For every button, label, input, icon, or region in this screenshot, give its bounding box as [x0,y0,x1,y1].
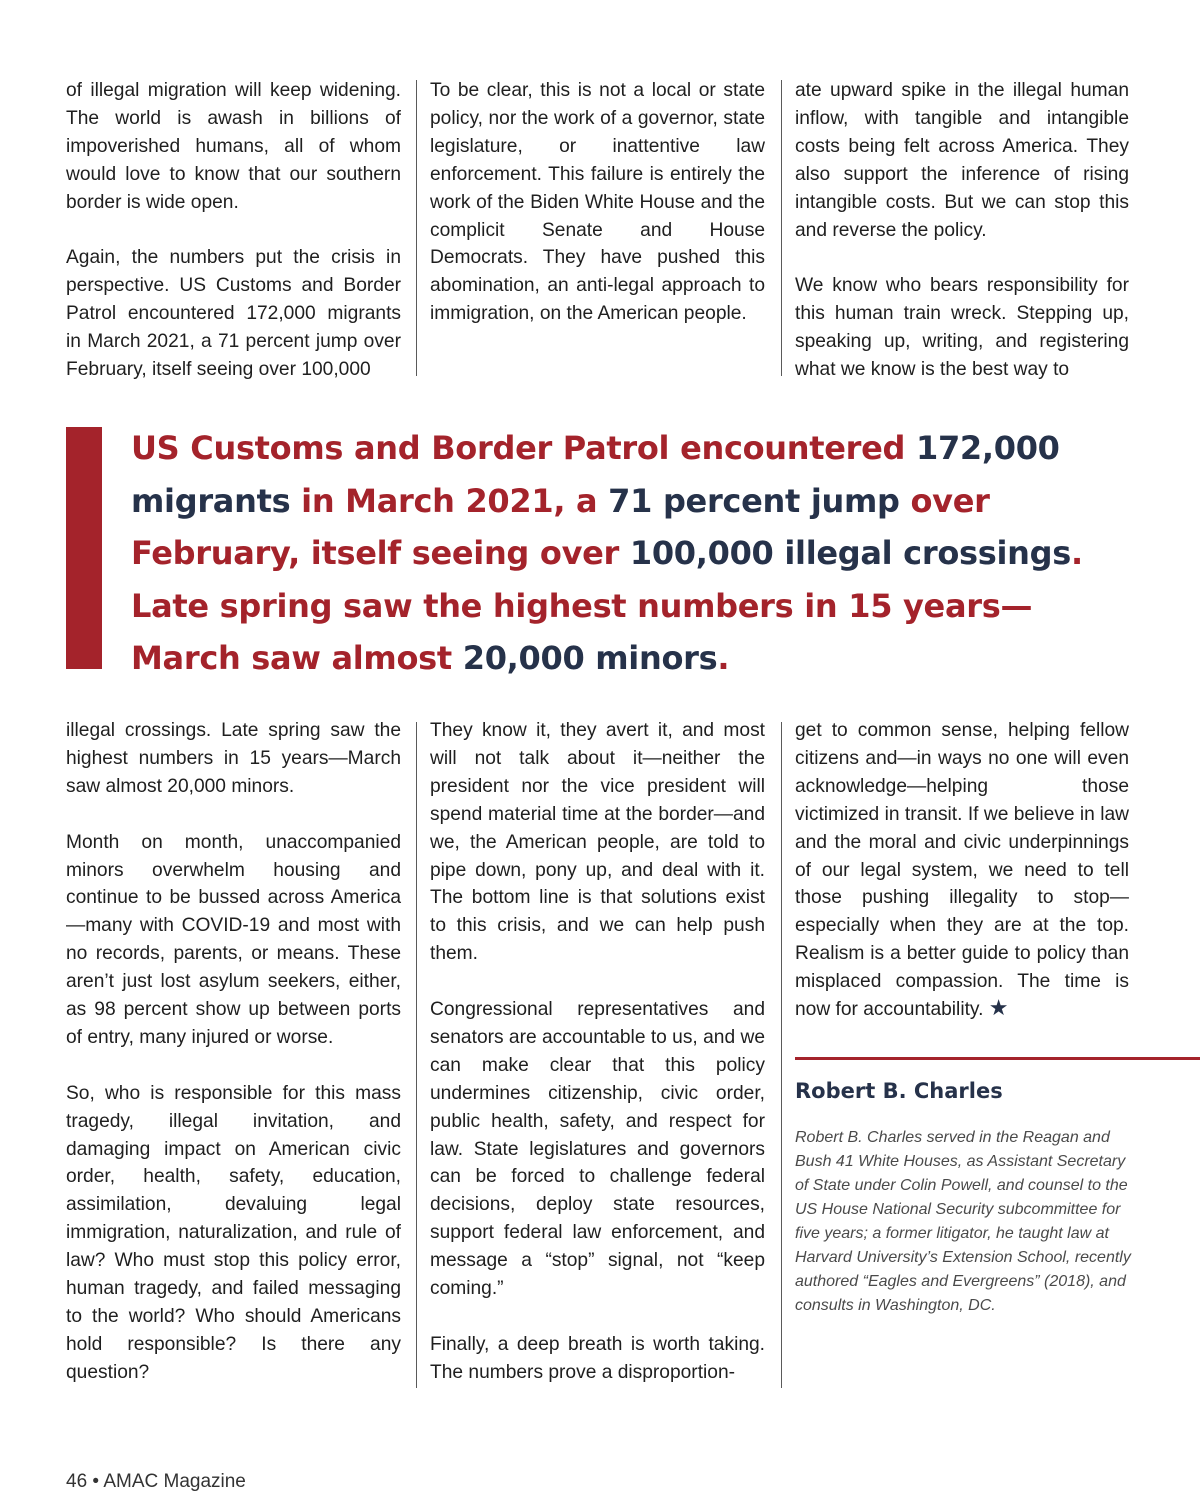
author-bio: Robert B. Charles served in the Reagan and Bush 41 White Houses, as Assistant Secretary of State under Colin Powell, and counsel to the US House National Security subcommittee for five years; a former litigator, he taught law at Harvard University’s Extension School, recently authored “Eagles and Evergreens” (2018), and consults in Washington, DC. [795,1129,1131,1314]
pull-quote-highlight: 100,000 illegal crossings [629,534,1072,572]
paragraph: Again, the numbers put the crisis in perspective. US Customs and Border Patrol encountered 172,000 migrants in March 2021, a 71 percent jump over February, itself seeing over 100,000 [66,247,401,381]
closing-text: get to common sense, helping fellow citizens and—in ways no one will even acknowledge—helping those victimized in transit. If we believe in law and the moral and civic underpinnings of our legal system, we need to tell those pushing illegality to stop—especially when they are at the top. Realism is a better guide to policy than misplaced compassion. The time is now for accountability. [795,720,1129,1021]
paragraph: illegal crossings. Late spring saw the highest numbers in 15 years—March saw almost 20,000 minors. [66,720,401,797]
author-name: Robert B. Charles [795,1079,1003,1103]
article-column-1-bottom [66,717,401,1387]
column-rule [416,80,417,376]
pull-quote-segment: over February, itself seeing over [131,481,990,572]
article-column-3-bottom [795,717,1129,1024]
pull-quote-segment: . Late spring saw the highest numbers in 15 years—March saw almost [131,534,1083,677]
pull-quote-highlight: 172,000 migrants [131,429,1060,520]
paragraph: Congressional representatives and senators are accountable to us, and we can make clear that this policy undermines citizenship, civic order, public health, safety, and respect for law. State legislatures and governors can be forced to challenge federal decisions, deploy state resources, support federal law enforcement, and message a “stop” signal, not “keep coming.” [430,999,765,1300]
article-column-2-top [430,77,765,328]
publication-name: AMAC Magazine [103,1471,246,1492]
pull-quote-segment: . [717,639,730,677]
pull-quote-highlight: 20,000 minors [462,639,718,677]
paragraph: To be clear, this is not a local or state policy, nor the work of a governor, state legislature, or inattentive law enforcement. This failure is entirely the work of the Biden White House and the complicit Senate and House Democrats. They have pushed this abomination, an anti-legal approach to immigration, on the American people. [430,80,765,325]
column-rule [781,80,782,376]
page-footer [66,1471,246,1493]
paragraph [795,717,1129,1024]
article-column-2-bottom [430,717,765,1387]
paragraph: of illegal migration will keep widening. The world is awash in billions of impoverished humans, all of whom would love to know that our southern border is wide open. [66,80,401,213]
column-rule [416,722,417,1388]
paragraph: So, who is responsible for this mass tragedy, illegal invitation, and damaging impact on American civic order, health, safety, education, assimilation, devaluing legal immigration, naturalization, and rule of law? Who must stop this policy error, human tragedy, and failed messaging to the world? Who should Americans hold responsible? Is there any question? [66,1082,401,1383]
article-column-3-top [795,77,1129,384]
paragraph: ate upward spike in the illegal human inflow, with tangible and intangible costs being felt across America. They also support the inference of rising intangible costs. But we can stop this and reverse the policy. [795,80,1129,241]
paragraph: They know it, they avert it, and most will not talk about it—neither the president nor the vice president will spend material time at the border—and we, the American people, are told to pipe down, pony up, and deal with it. The bottom line is that solutions exist to this crisis, and we can help push them. [430,720,765,965]
paragraph: Finally, a deep breath is worth taking. The numbers prove a disproportion- [430,1333,765,1383]
pull-quote-segment: in March 2021, a [290,481,609,520]
article-column-1-top [66,77,401,384]
pull-quote [131,422,1141,685]
pull-quote-highlight: 71 percent jump [608,481,900,520]
page-number: 46 [66,1471,88,1492]
footer-separator: • [92,1471,100,1492]
end-star-icon: ★ [988,995,1009,1021]
column-rule [781,722,782,1388]
paragraph: Month on month, unaccompanied minors overwhelm housing and continue to be bussed across America—many with COVID-19 and most with no records, parents, or means. These aren’t just lost asylum seekers, either, as 98 percent show up between ports of entry, many injured or worse. [66,831,401,1048]
paragraph: We know who bears responsibility for this human train wreck. Stepping up, speaking up, writing, and registering what we know is the best way to [795,275,1129,381]
pull-quote-bar [66,427,102,669]
pull-quote-segment: US Customs and Border Patrol encountered [131,429,916,467]
author-divider [795,1057,1200,1060]
